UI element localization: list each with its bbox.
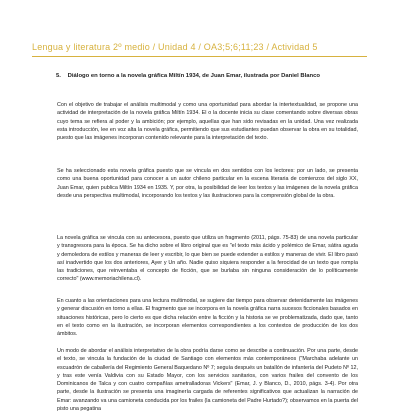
paragraph-multimodal: En cuanto a las orientaciones para una lectura multimodal, se sugiere dar tiempo para observar detenidamente las imágenes y generar discusión en torno a ellas. El fragmento que se incorpora en la novela gráfica narra sucesos ficcionales basados en situaciones históricas, pero lo cierto es que dicha relación entre la ficción y la historia se ve problematizada, dado que, tanto en el texto como en la ilustración, se incorporan elementos correspondientes a los contextos de producción de los dos ámbitos. — [57, 298, 358, 337]
header-divider — [32, 56, 367, 57]
paragraph-selection: Se ha seleccionado esta novela gráfica puesto que se vincula en dos sentidos con los lectores: por un lado, se presenta como una buena oportunidad para conocer a un autor chileno particular en la escena literaria de comienzos del siglo XX, Juan Emar, quien publica Miltín 1934 en 1935. Y, por otra, la posibilidad de leer los textos y las imágenes de la novela gráfica desde una perspectiva multimodal, incorporando los textos y las ilustraciones para la comprensión global de la obra. — [57, 168, 358, 199]
page-header-title: Lengua y literatura 2º medio / Unidad 4 / OA3;5;6;11;23 / Actividad 5 — [32, 42, 318, 52]
section-heading — [56, 72, 356, 80]
section-title: Diálogo en torno a la novela gráfica Miltín 1934, de Juan Emar, ilustrada por Daniel Blanco — [67, 73, 321, 79]
section-number: 5. — [56, 73, 61, 79]
paragraph-analysis: Un modo de abordar el análisis interpretativo de la obra podría darse como se describe a continuación. Por una parte, desde el texto, se vincula la fundación de la ciudad de Santiago con elementos más contemporáneos ("Marchaba adelante un escuadrón de caballería del Regimiento General Baquedano Nº 7; seguía después un batallón de infantería del Pudeto Nº 12, y tras este venía Valdivia con su Estado Mayor, con los servicios sanitarios, con varios frailes del convento de los Dominicanos de Talca y con cuatro compañías ametralladoras Vickers" (Emar, J. y Blanco, D., 2010, págs. 3-4). Por otra parte, desde la ilustración se presenta una imaginería cargada de referentes significativos que actualizan la narración de Emar: avanzando va una camioneta conducida por los frailes (la camioneta del Padre Hurtado?); observamos en la puerta del pisto una pegatina — [57, 348, 358, 412]
paragraph-intro: Con el objetivo de trabajar el análisis multimodal y como una oportunidad para abordar la intertextualidad, se propone una actividad de interpretación de la novela gráfica Miltín 1934. El o la docente inicia su clase comentando sobre diversas obras cuyo tema se refiera al poder y la ambición; por ejemplo, aquellas que han sido revisadas en la unidad. Una vez realizada esta introducción, lee en voz alta la novela gráfica, permitiendo que sus estudiantes puedan observar la obra en su totalidad, puesto que las imágenes incorporan contenido relevante para la interpretación del texto. — [57, 102, 358, 141]
paragraph-antecedent: La novela gráfica se vincula con su antecesora, puesto que utiliza un fragmento (2011, págs. 75-83) de una novela particular y transgresora para la época. Se ha dicho sobre el libro original que es "el texto más ácido y polémico de Emar, sátira aguda y demoledora de estilos y maneras de leer y escribir, lo que bien se puede extender a estilos y maneras de vivir. El libro pasó así inadvertido que los dos anteriores, Ayer y Un año. Nadie quiso siquiera responder a la ferocidad de un texto que rompía las tradiciones, que reinventaba el concepto de ficción, que se burlaba sin ninguna consideración de lo políticamente correcto" (www.memoriachilena.cl). — [57, 235, 358, 283]
